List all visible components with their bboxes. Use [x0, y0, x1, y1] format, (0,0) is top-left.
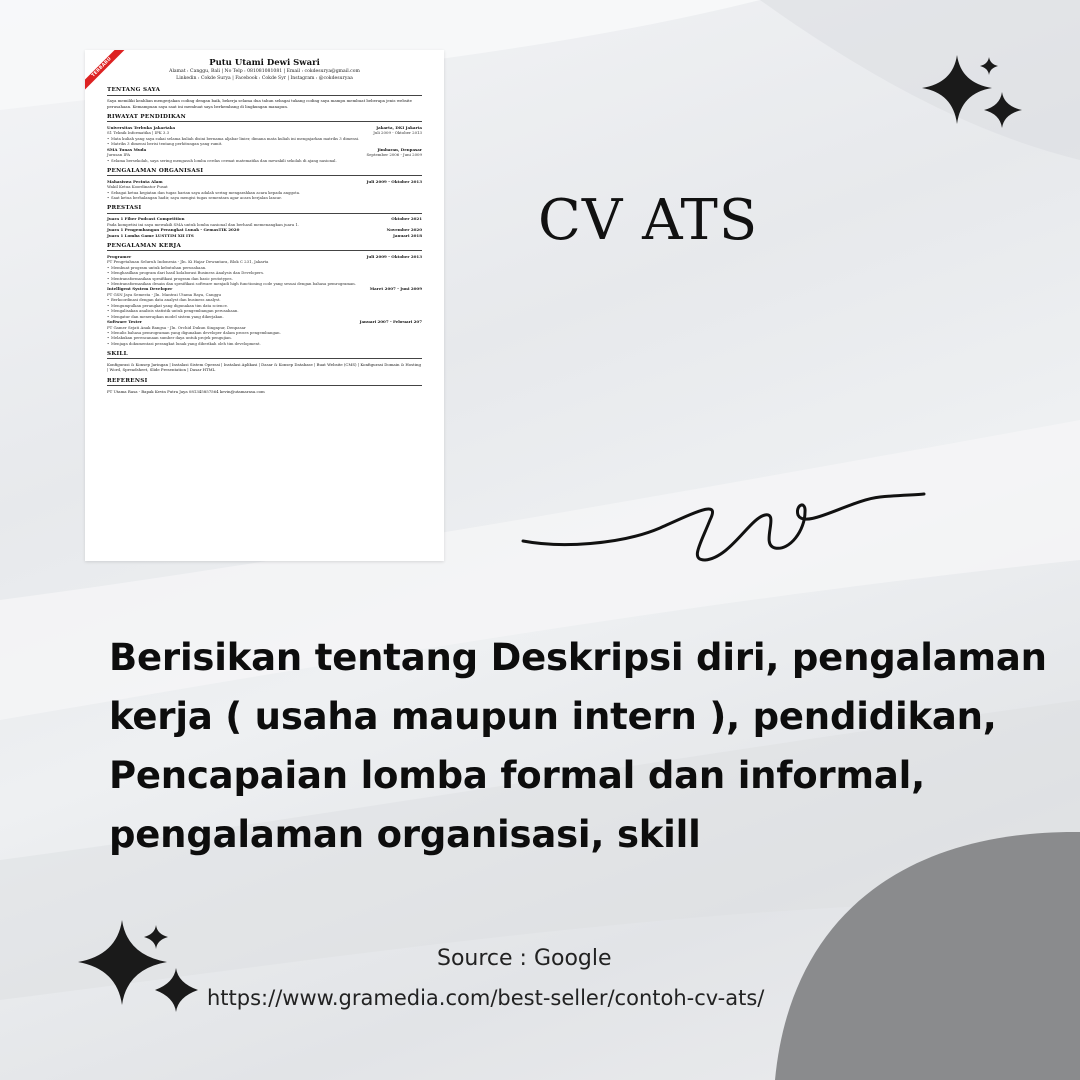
- cv-bullet: • Mentransformasikan spesifikasi program dan basic prototypes.: [107, 276, 422, 281]
- cv-bullet: • Melakukan perencanaan sumber daya untuk projek pengujian.: [107, 335, 422, 340]
- cv-section-heading: PENGALAMAN KERJA: [107, 243, 422, 252]
- cv-about-text: Saya memiliki keahlian mengerjakan coding dengan baik, bekerja selama dua tahun sebagai tukang coding saya mampu membuat beberapa jenis website perusahaan. Kemampuan saya saat ini membuat saya berkembang di lingkungan manapun.: [107, 98, 412, 109]
- cv-contact-line: Linkedin : Cokde Surya | Facebook : Cokde Syr | Instagram : @cokdesuryaa: [176, 76, 353, 82]
- cv-detail: Jurusan IPA: [107, 152, 131, 158]
- cv-references-text: PT Utama Rasa - Bapak Kevin Putra Jaya 081345857564 kevin@utamarasa.com: [107, 388, 265, 394]
- cv-section-heading: PENGALAMAN ORGANISASI: [107, 168, 422, 177]
- cv-company: PT Pengetahuan Seluruh Indonesia - Jln. Ki Hajar Dewantara, Blok C 231, Jakarta: [107, 259, 269, 265]
- cv-period: September 2006 - Juni 2009: [366, 152, 422, 158]
- cv-contact-line: Alamat : Canggu, Bali | No Telp : 081081081081 | Email : cokdesurya@gmail.com: [169, 69, 360, 74]
- cv-bullet: • Selama bersekolah, saya sering mengasuh lomba cerdas cermat matematika dan mewakili sekolah di ajang nasional.: [107, 158, 422, 163]
- cv-achievement-title: Juara 1 Lomba Game LUSTTIM XII ITS: [107, 232, 194, 238]
- cv-section-heading: REFERENSI: [107, 378, 422, 387]
- cv-location: Jimbaran, Denpasar: [377, 146, 422, 152]
- cv-job-title: Programer: [107, 253, 132, 259]
- cv-org-title: Mahasiswa Pecinta Alam: [107, 178, 163, 184]
- cv-period: Juli 2009 - Oktober 2013: [366, 178, 422, 184]
- cv-period: Maret 2007 - Juni 2009: [369, 286, 422, 292]
- new-ribbon-badge: TERBARU: [85, 50, 129, 95]
- cv-detail: S1 Teknik Informatika | IPK 3.3: [107, 130, 170, 136]
- cv-bullet: • Berkoordinasi dengan data analyst dan business analyst.: [107, 297, 422, 302]
- cv-bullet: • Mengatur dan menerapkan model sistem yang dikerjakan.: [107, 314, 422, 319]
- cv-bullet: • Menjaga dokumentasi perangkat lunak yang diberikah oleh tim development.: [107, 341, 422, 346]
- cv-school: Universitas Terbuka Jakartaka: [107, 124, 176, 130]
- cv-bullet: • Mengalisakan analisis statistik untuk pengembangan perusahaan.: [107, 308, 422, 313]
- cv-bullet: • Menulis bahasa pemrograman yang digunakan developer dalam proses pengembangan.: [107, 330, 422, 335]
- source-label: Source : Google: [437, 946, 612, 971]
- cv-content: [107, 58, 422, 394]
- source-url[interactable]: https://www.gramedia.com/best-seller/contoh-cv-ats/: [207, 986, 765, 1010]
- cv-section-heading: TENTANG SAYA: [107, 87, 422, 96]
- cv-achievement-desc: Pada kompetisi ini saya mewakili SMA untuk lomba nasional dan berhasil memenangkan juara 1.: [107, 221, 300, 227]
- cv-section-heading: PRESTASI: [107, 205, 422, 214]
- cv-period: Juli 2009 - Oktober 2013: [366, 253, 422, 259]
- cv-bullet: • Sebagai ketua kegiatan dan tugas harian saya adalah sering mengarahkan acara kepada anggota.: [107, 190, 422, 195]
- cv-date: Oktober 2021: [391, 216, 422, 221]
- cv-bullet: • Membuat program untuk kebutuhan perusahaan.: [107, 265, 422, 270]
- cv-role: Wakil Ketua Koordinator Pusat: [107, 184, 168, 190]
- cv-section-heading: RIWAYAT PENDIDIKAN: [107, 114, 422, 123]
- bg-light-wave: [760, 0, 1080, 160]
- cv-period: Juli 2009 - Oktober 2013: [373, 130, 422, 136]
- cv-bullet: • Mata kuliah yang saya sukai selama kuliah disini bernama aljabar linier, dimana mata kuliah ini mengajarkan matriks 3 dimensi.: [107, 136, 422, 141]
- cv-bullet: • Menghasilkan program dari hasil kolaborasi Business Analysis dan Developers.: [107, 270, 422, 275]
- cv-bullet: • Saat ketua berhalangan hadir, saya mengisi tugas sementara agar acara berjalan lancar.: [107, 195, 422, 200]
- cv-bullet: • Mengumpulkan perangkat yang digunakan tim data science.: [107, 303, 422, 308]
- cv-date: Januari 2018: [392, 232, 422, 238]
- cv-achievement-title: Juara 1 Fiber Podcast Competition: [107, 216, 185, 221]
- cv-location: Jakarta, DKI Jakarta: [376, 124, 422, 130]
- cv-company: PT Gamer Sejati Anak Bangsa - Jln. Orchid Dukun Singapur, Denpasar: [107, 324, 246, 330]
- cv-name: Putu Utami Dewi Swari: [209, 58, 320, 68]
- cv-skills-text: Konfigurasi & Konsep Jaringan | Instalasi Sistem Operasi | Instalasi Aplikasi | Dasar & Konsep Database | Buat Website (CMS) | Konfigurasi Domain & Hosting | Word, Spreadsheet, Slide Presentation | Dasar HTML: [107, 361, 421, 373]
- poster-title: CV ATS: [538, 188, 759, 253]
- cv-bullet: • Matriks 3 dimensi berisi tentang perhitungan yang rumit.: [107, 141, 422, 146]
- cv-job-title: Intelligent System Developer: [107, 286, 173, 292]
- cv-school: SMA Tunas Muda: [107, 146, 147, 152]
- cv-job-title: Software Tester: [107, 319, 143, 325]
- cv-period: Januari 2007 - Februari 207: [359, 319, 422, 325]
- cv-section-heading: SKILL: [107, 351, 422, 360]
- cv-company: PT GSN Jaya Semesta - Jln. Mantrai Utama Raya, Canggu: [107, 292, 221, 297]
- cv-achievement-title: Juara 1 Pengembangan Perangkat Lunak - GemasTIK 2020: [107, 227, 240, 232]
- poster-description: Berisikan tentang Deskripsi diri, pengalaman kerja ( usaha maupun intern ), pendidikan, Pencapaian lomba formal dan informal, pengalaman organisasi, skill: [109, 636, 1047, 856]
- cv-document-preview: [85, 50, 444, 561]
- cv-bullet: • Mentransformasikan desain dan spesifikasi software menjadi high functioning code yang sesuai dengan bahasa pemrograman.: [107, 281, 422, 286]
- cv-date: November 2020: [386, 227, 422, 232]
